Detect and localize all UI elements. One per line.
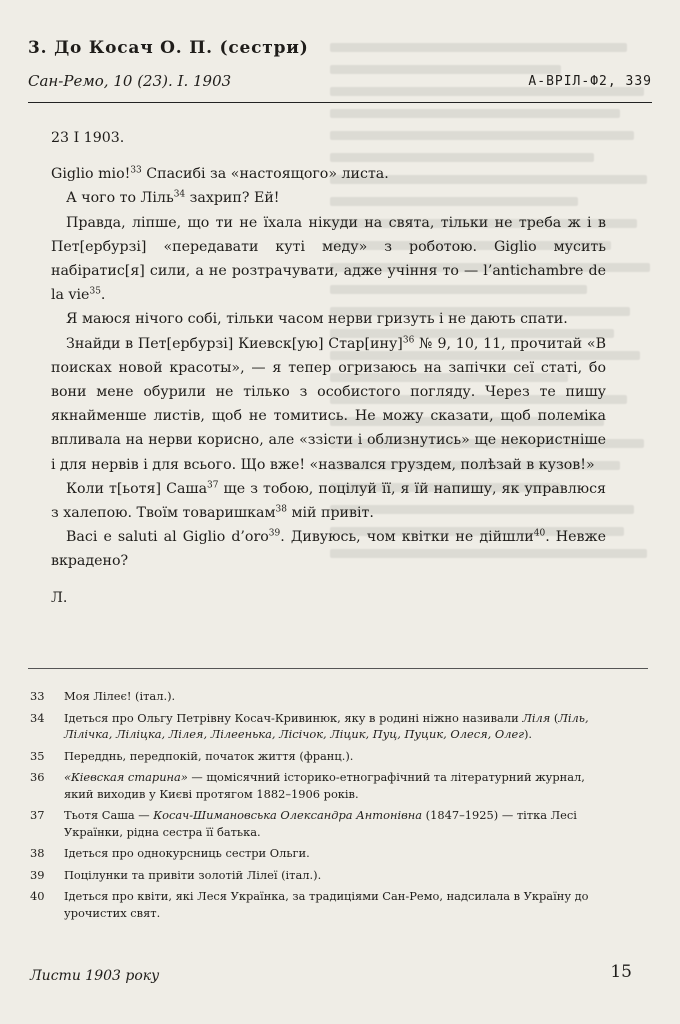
text-segment: Спасибі за «настоящого» листа. [141,166,389,183]
footnote-ref: 33 [130,165,142,176]
text-segment: Поцілунки та привіти золотій Лілеї (італ.). [64,867,322,882]
text-segment: Моя Лілеє! (італ.). [64,689,176,703]
italic-text: «Кіевская старина» [64,770,188,784]
footnote-ref: 37 [207,480,219,491]
footnote-text [64,807,610,840]
footnote-item [30,710,610,743]
footnotes-list [30,688,610,926]
italic-text: Косач-Шимановська Олександра Антонівна [153,808,423,822]
signature: Л. [51,589,68,606]
text-segment: Правда, ліпше, що ти не їхала нікуди на свята, тільки не треба ж і в Пет[ербурзі] «передавати куті меду» з роботою. Giglio мусить набіратис[я] сили, а не розтрачувати, адже учіння то — l’antichambre de la vie [51,214,606,304]
header-rule [28,102,652,103]
italic-text: Ліля [522,710,551,725]
letter-paragraph [51,162,606,186]
footnote-text [64,845,610,862]
footnote-item [30,688,610,705]
archive-reference: А-ВРІЛ-Ф2, 339 [528,74,652,89]
footnote-text [64,867,610,884]
text-segment: (1847–1925) — тітка Лесі Українки, рідна сестра її батька. [64,808,577,839]
text-segment: А чого то Ліль [66,190,174,207]
text-segment: Знайди в Пет[ербурзі] Киевск[ую] Стар[ину] [66,335,403,352]
letter-paragraph [51,525,606,573]
letter-body [51,126,606,610]
text-segment: захрип? Ей! [185,190,280,207]
text-segment: Я маюся нічого собі, тільки часом нерви гризуть і не дають спати. [66,311,568,328]
footnote-item [30,769,610,802]
text-segment: ( [550,710,559,725]
footnote-rule [28,668,648,669]
italic-text: Ліль, Лілічка, Ліліцка, Лілея, Лілеенька, Лісічок, Ліцик, Пуц, Пуцик, Олеся, Олег [64,710,589,741]
letter-paragraph [51,332,606,477]
footnote-number: 35 [30,748,45,763]
footnote-ref: 40 [533,528,546,539]
footnote-item [30,845,610,862]
footnote-text [64,769,610,802]
letter-paragraph [51,477,606,525]
text-segment: Тьотя Саша — [64,808,154,822]
letter-meta [28,72,652,96]
footnote-text [64,888,610,921]
page-number: 15 [610,962,632,982]
text-segment: мій привіт. [286,505,374,522]
footnote-item [30,807,610,840]
running-title: Листи 1903 року [30,968,160,984]
letter-paragraph [51,211,606,308]
footnote-item [30,748,610,765]
footnote-ref: 34 [173,189,186,200]
date-line: 23 I 1903. [51,130,125,146]
footnote-number: 38 [30,846,45,860]
letter-paragraph [51,307,606,331]
footnote-number: 36 [30,770,45,784]
text-segment: Giglio mio! [51,166,131,183]
text-segment: ). [523,727,533,741]
text-segment: ще з тобою, поцілуй її, я їй напишу, як управлюся з халепою. Твоїм товаришкам [51,480,606,522]
footnote-ref: 35 [89,286,101,297]
text-segment: Коли т[ьотя] Саша [66,480,208,497]
footnote-number: 37 [30,808,45,822]
text-segment: . [100,287,106,304]
text-segment: . Невже вкрадено? [51,529,606,570]
text-segment: Ідеться про однокурсниць сестри Ольги. [64,846,310,860]
footnote-ref: 38 [275,504,287,515]
footnote-number: 34 [30,710,45,725]
place-date: Сан-Ремо, 10 (23). I. 1903 [28,72,232,90]
text-segment: Ідеться про квіти, які Леся Українка, за традиціями Сан-Ремо, надсилала в Україну до урочистих свят. [64,889,589,920]
footnote-text [64,748,610,765]
footnote-number: 33 [30,689,45,703]
footnote-text [64,710,610,743]
text-segment: Передднь, передпокій, початок життя (франц.). [64,748,354,763]
footnote-number: 40 [30,889,45,903]
footnote-number: 39 [30,867,45,882]
text-segment: . Дивуюсь, чом квітки не дійшли [280,529,534,546]
text-segment: — щомісячний історико-етнографічний та літературний журнал, який виходив у Києві протягом 1882–1906 років. [64,770,585,801]
text-segment: Baci e saluti al Giglio d’oro [66,529,269,546]
letter-title: 3. До Косач О. П. (сестри) [28,38,309,58]
text-segment: № 9, 10, 11, прочитай «В поисках новой красоты», — я тепер огризаюсь на запічки сеї статі, бо вони мене обурили не тілько з особистого погляду. Через те пишу якнайменше листів, щоб не томитись. Не можу сказати, щоб полеміка впливала на нерви корисно, але «ззісти і облизнутись» ще некористніше і для нервів і для всього. Що вже! «назвался груздем, полѣзай в кузов!» [51,335,606,473]
letter-paragraph [51,186,606,210]
footnote-item [30,888,610,921]
footnote-ref: 36 [402,334,415,345]
footnote-text [64,688,610,705]
text-segment: Ідеться про Ольгу Петрівну Косач-Кривинюк, яку в родині ніжно називали [64,710,523,725]
footnote-ref: 39 [268,528,281,539]
letter-paragraphs [51,162,606,573]
footnote-item [30,867,610,884]
